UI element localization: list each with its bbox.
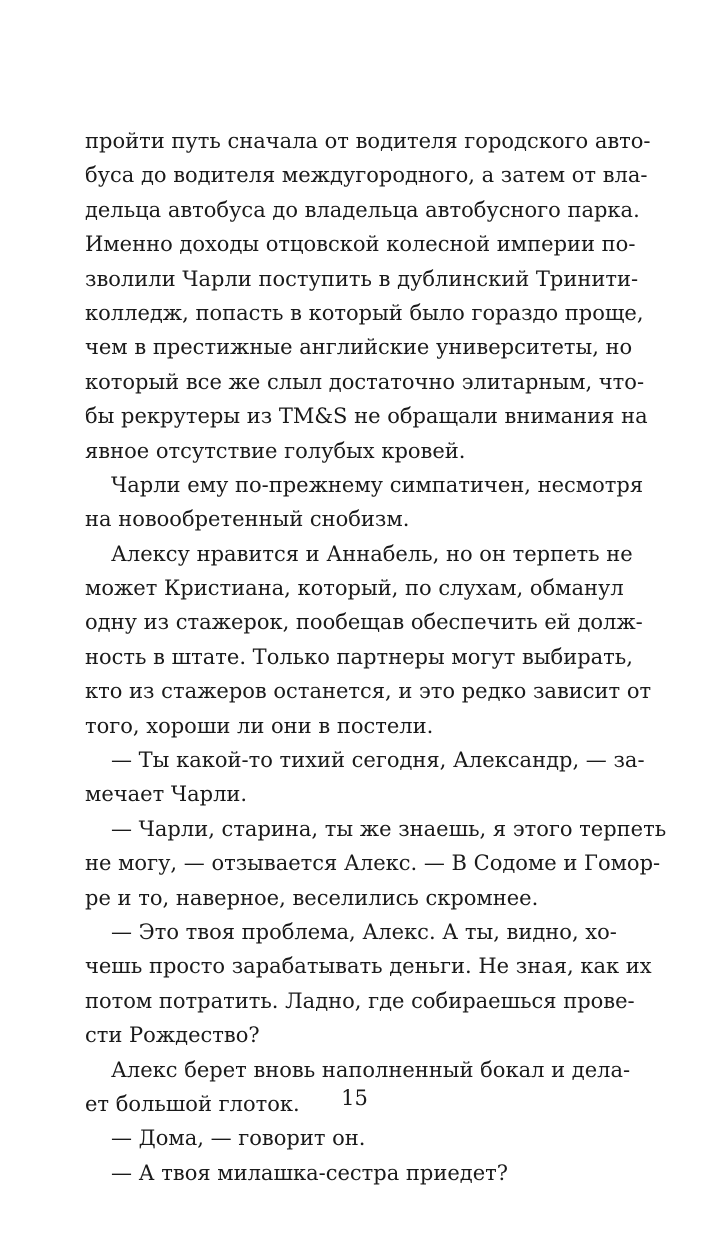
text-line: Алекс берет вновь наполненный бокал и дела- [111,1057,631,1082]
text-line: может Кристиана, который, по слухам, обманул [85,576,624,601]
text-line: потом потратить. Ладно, где собираешься прове- [85,988,635,1013]
paragraph [85,743,645,812]
text-line: зволили Чарли поступить в дублинский Тринити- [85,266,639,291]
text-line: — Дома, — говорит он. [111,1126,366,1151]
paragraph [85,915,652,1053]
text-line: явное отсутствие голубых кровей. [85,438,466,463]
text-line: — Ты какой-то тихий сегодня, Александр, — за- [111,748,645,773]
text-line: того, хороши ли они в постели. [85,713,434,738]
text-line: Именно доходы отцовской колесной империи по- [85,232,636,257]
text-line: не могу, — отзывается Алекс. — В Содоме и Гомор- [85,851,661,876]
text-line: мечает Чарли. [85,782,248,807]
text-line: на новообретенный снобизм. [85,507,410,532]
text-line: колледж, попасть в который было гораздо проще, [85,300,644,325]
text-line: ность в штате. Только партнеры могут выбирать, [85,644,633,669]
text-line: — Чарли, старина, ты же знаешь, я этого терпеть [111,816,667,841]
text-line: Алексу нравится и Аннабель, но он терпеть не [111,541,633,566]
paragraph [85,1121,595,1155]
text-line: пройти путь сначала от водителя городского авто- [85,129,651,153]
text-line: ре и то, наверное, веселились скромнее. [85,885,539,910]
text-line: чешь просто зарабатывать деньги. Не зная, как их [85,954,652,979]
paragraph [85,537,652,743]
text-line: чем в престижные английские университеты, но [85,335,633,360]
paragraph [85,812,667,915]
paragraph [85,468,644,537]
text-line: кто из стажеров останется, и это редко зависит от [85,679,652,704]
text-line: — А твоя милашка-сестра приедет? [111,1160,509,1185]
text-line: буса до водителя междугородного, а затем от вла- [85,163,648,188]
paragraph [85,124,651,468]
text-line: который все же слыл достаточно элитарным, что- [85,369,645,394]
text-line: сти Рождество? [85,1023,260,1048]
body-text [85,124,667,1190]
paragraph [85,1156,595,1190]
text-line: — Это твоя проблема, Алекс. А ты, видно, хо- [111,919,617,944]
text-line: ет большой глоток. [85,1091,300,1116]
page-number: 15 [341,1086,368,1110]
text-line: бы рекрутеры из TM&S не обращали внимания на [85,404,648,429]
text-line: Чарли ему по-прежнему симпатичен, несмотря [111,472,644,497]
text-line: одну из стажерок, пообещав обеспечить ей долж- [85,610,643,635]
text-line: дельца автобуса до владельца автобусного парка. [85,197,640,222]
